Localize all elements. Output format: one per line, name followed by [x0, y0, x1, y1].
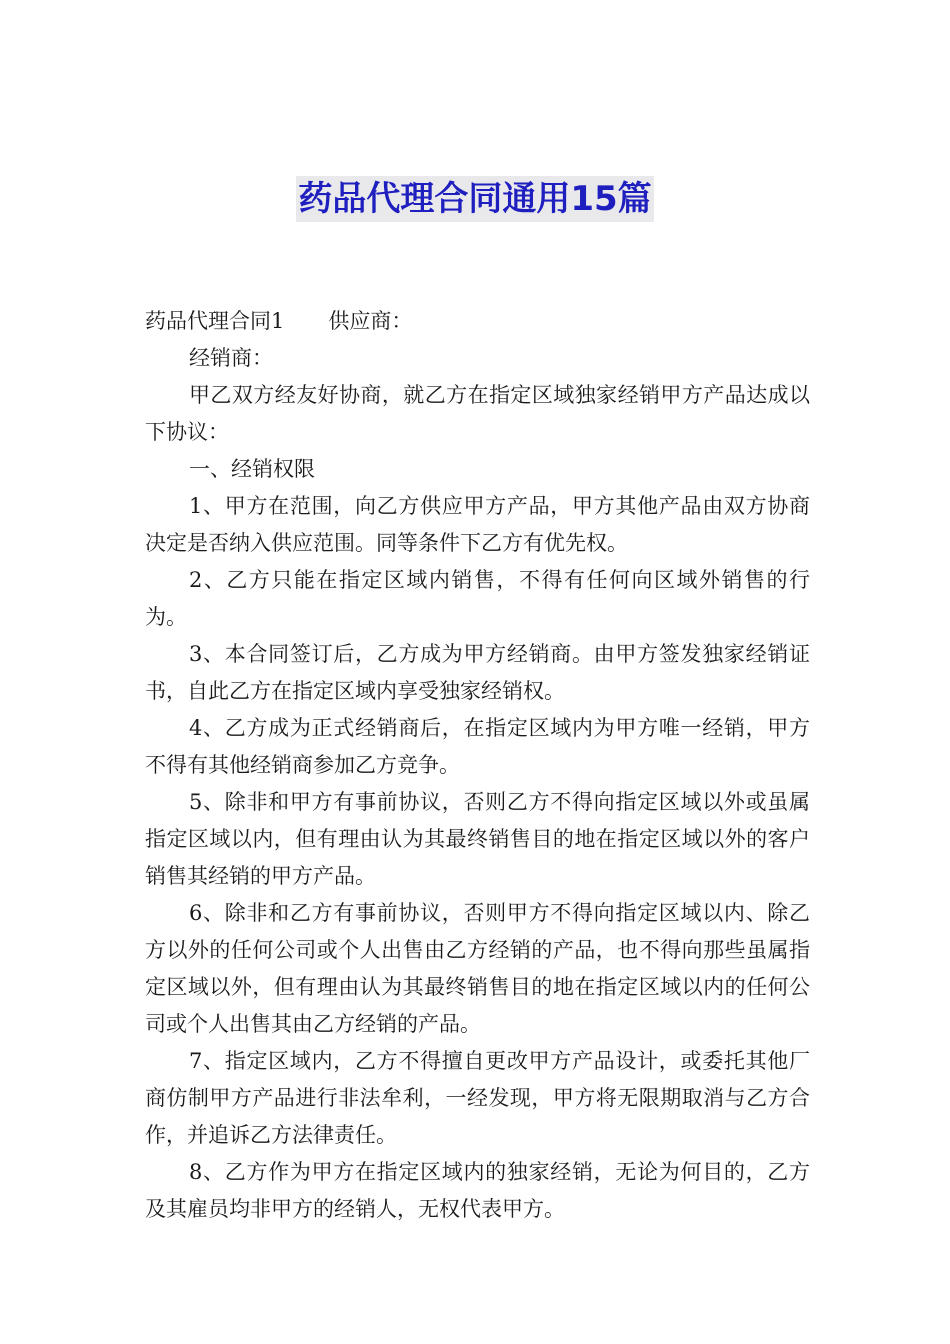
- paragraph-distributor: 经销商：: [189, 346, 273, 370]
- title-container: [0, 176, 950, 222]
- clause-1: 1、甲方在范围，向乙方供应甲方产品，甲方其他产品由双方协商决定是否纳入供应范围。同等条件下乙方有优先权。: [145, 494, 810, 555]
- clause-5: 5、除非和甲方有事前协议，否则乙方不得向指定区域以外或虽属指定区域以内，但有理由认为其最终销售目的地在指定区域以外的客户销售其经销的甲方产品。: [145, 790, 810, 888]
- supplier-label: 供应商：: [328, 309, 413, 333]
- document-body: [145, 303, 810, 1228]
- clause-4: 4、乙方成为正式经销商后，在指定区域内为甲方唯一经销，甲方不得有其他经销商参加乙方竞争。: [145, 716, 810, 777]
- contract-heading-line: [145, 303, 810, 340]
- clause-7: 7、指定区域内，乙方不得擅自更改甲方产品设计，或委托其他厂商仿制甲方产品进行非法牟利，一经发现，甲方将无限期取消与乙方合作，并追诉乙方法律责任。: [145, 1049, 810, 1147]
- contract-number-label: 药品代理合同1: [145, 309, 285, 333]
- clause-6: 6、除非和乙方有事前协议，否则甲方不得向指定区域以内、除乙方以外的任何公司或个人出售由乙方经销的产品，也不得向那些虽属指定区域以外，但有理由认为其最终销售目的地在指定区域以内的任何公司或个人出售其由乙方经销的产品。: [145, 901, 810, 1036]
- document-title: 药品代理合同通用15篇: [296, 176, 653, 222]
- clause-8: 8、乙方作为甲方在指定区域内的独家经销，无论为何目的，乙方及其雇员均非甲方的经销人，无权代表甲方。: [145, 1160, 810, 1221]
- paragraph-preamble: 甲乙双方经友好协商，就乙方在指定区域独家经销甲方产品达成以下协议：: [145, 383, 810, 444]
- clause-3: 3、本合同签订后，乙方成为甲方经销商。由甲方签发独家经销证书，自此乙方在指定区域内享受独家经销权。: [145, 642, 810, 703]
- section-heading-distribution-rights: 一、经销权限: [189, 457, 315, 481]
- clause-2: 2、乙方只能在指定区域内销售，不得有任何向区域外销售的行为。: [145, 568, 810, 629]
